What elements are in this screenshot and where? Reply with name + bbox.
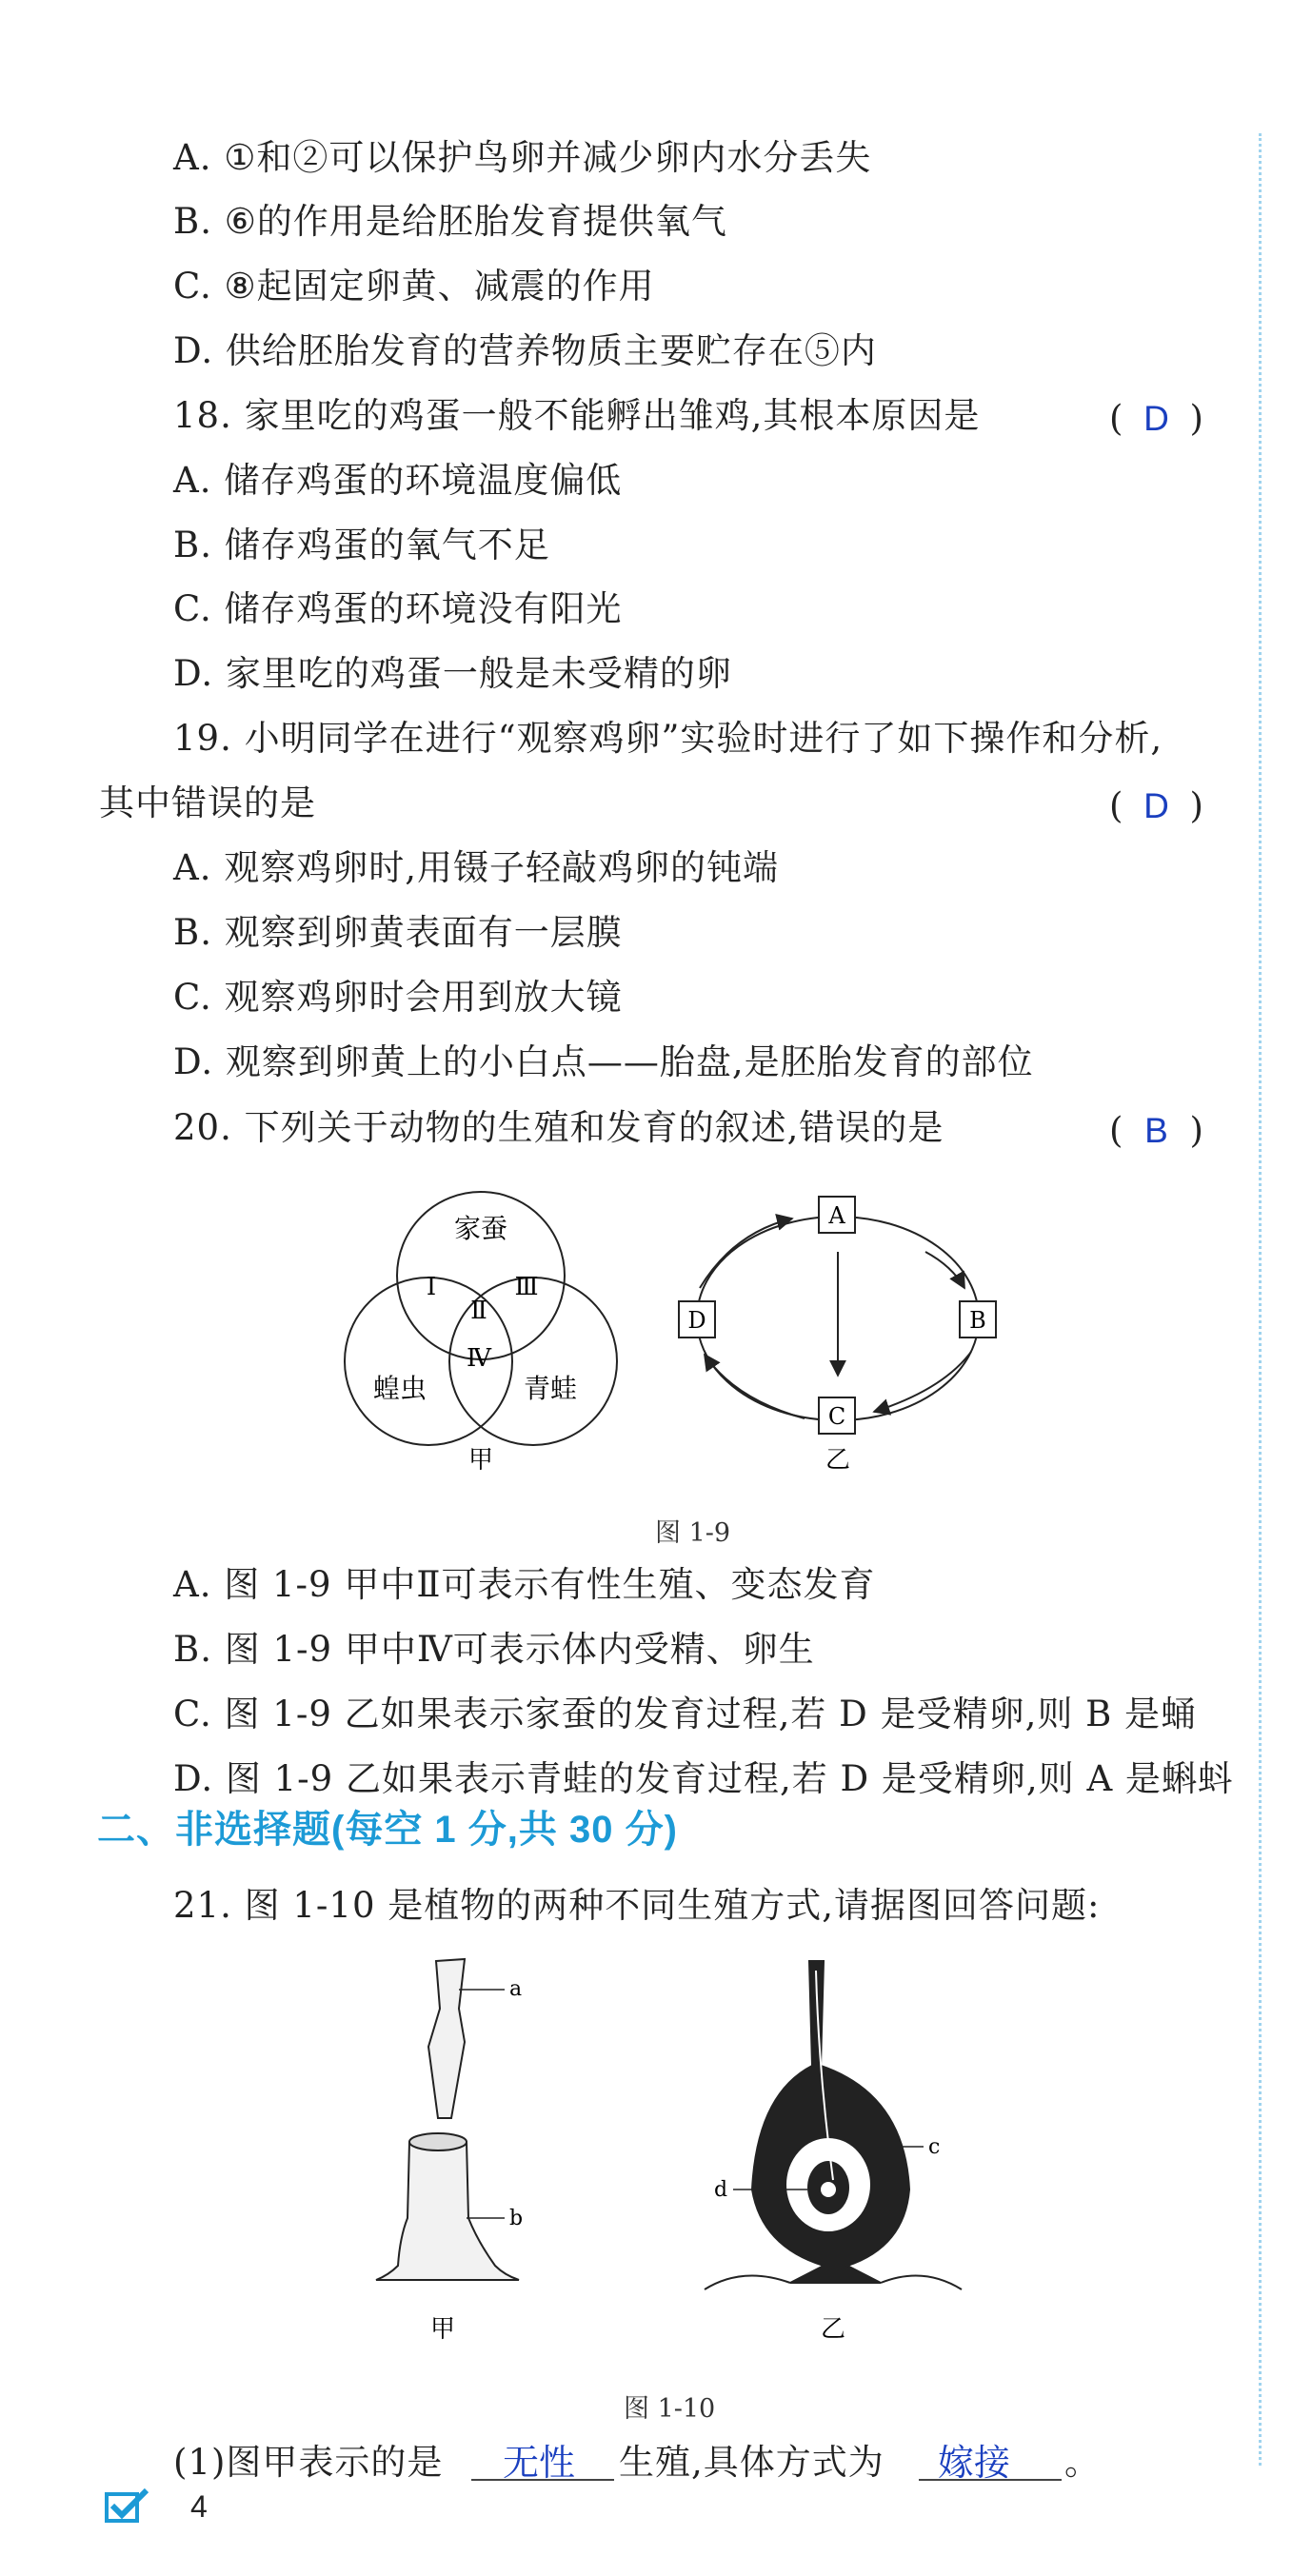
scion-shape	[428, 1959, 465, 2118]
label-d: d	[714, 2178, 728, 2202]
q19-option-b: B. 观察到卵黄表面有一层膜	[173, 912, 623, 953]
rootstock-shape	[376, 2135, 519, 2281]
q18-option-d: D. 家里吃的鸡蛋一般是未受精的卵	[173, 653, 732, 694]
q17-option-c: C. ⑧起固定卵黄、减震的作用	[173, 266, 655, 307]
figure-1-10-label-yi: 乙	[820, 2315, 846, 2344]
figure-1-10	[352, 1952, 1000, 2351]
figure-label-yi: 乙	[825, 1446, 851, 1475]
q21-stem: 21. 图 1-10 是植物的两种不同生殖方式,请据图回答问题:	[173, 1885, 1101, 1926]
q19-option-c: C. 观察鸡卵时会用到放大镜	[173, 977, 623, 1018]
label-b: b	[509, 2207, 524, 2230]
figure-1-9	[324, 1176, 1009, 1480]
right-page-border	[1259, 133, 1279, 2466]
q20-option-b: B. 图 1-9 甲中Ⅳ可表示体内受精、卵生	[173, 1629, 815, 1670]
section-heading: 二、非选择题(每空 1 分,共 30 分)	[97, 1809, 678, 1851]
cycle-arrow-c-to-d	[705, 1355, 805, 1418]
q19-stem-line1: 19. 小明同学在进行“观察鸡卵”实验时进行了如下操作和分析,	[173, 718, 1163, 759]
cycle-node-a-label: A	[828, 1202, 845, 1229]
q19-option-a: A. 观察鸡卵时,用镊子轻敲鸡卵的钝端	[173, 847, 780, 888]
q20-option-a: A. 图 1-9 甲中Ⅱ可表示有性生殖、变态发育	[173, 1564, 876, 1605]
q21-sub1-part2: 生殖,具体方式为	[619, 2442, 885, 2483]
embryo-sac	[821, 2182, 836, 2197]
q18-stem: 18. 家里吃的鸡蛋一般不能孵出雏鸡,其根本原因是	[173, 395, 981, 436]
venn-region-3: Ⅲ	[514, 1273, 539, 1301]
q20-option-c: C. 图 1-9 乙如果表示家蚕的发育过程,若 D 是受精卵,则 B 是蛹	[173, 1694, 1198, 1734]
q19-answer: D	[1143, 786, 1169, 825]
figure-label-jia: 甲	[467, 1446, 494, 1475]
figure-1-10-label-jia: 甲	[429, 2315, 456, 2344]
q17-option-d: D. 供给胚胎发育的营养物质主要贮存在⑤内	[173, 330, 877, 371]
page-number: 4	[190, 2489, 208, 2524]
q21-sub1-part1: (1)图甲表示的是	[173, 2442, 444, 2483]
rootstock-cut	[409, 2133, 467, 2150]
cycle-arrow-a-to-b	[925, 1252, 964, 1288]
venn-label-frog: 青蛙	[523, 1373, 578, 1404]
cycle-arrow-d-to-a	[700, 1219, 792, 1288]
q17-option-a: A. ①和②可以保护鸟卵并减少卵内水分丢失	[173, 137, 872, 178]
venn-label-silkworm: 家蚕	[453, 1213, 508, 1244]
venn-label-locust: 蝗虫	[372, 1373, 427, 1404]
label-a: a	[509, 1977, 523, 2001]
q21-sub1-end: 。	[1064, 2442, 1101, 2483]
q19-option-d: D. 观察到卵黄上的小白点——胎盘,是胚胎发育的部位	[173, 1041, 1034, 1082]
ovary-shape	[752, 1961, 909, 2283]
q19-answer-bracket: ( D )	[1109, 785, 1203, 826]
q20-answer: B	[1144, 1111, 1168, 1150]
q20-stem: 20. 下列关于动物的生殖和发育的叙述,错误的是	[173, 1107, 944, 1148]
q18-option-a: A. 储存鸡蛋的环境温度偏低	[173, 460, 623, 501]
cycle-arrow-b-to-c	[874, 1352, 971, 1412]
blank-1-answer: 无性	[503, 2442, 576, 2484]
venn-region-1: Ⅰ	[426, 1273, 437, 1301]
cycle-node-c-label: C	[827, 1403, 846, 1430]
q20-answer-bracket: ( B )	[1109, 1110, 1203, 1151]
q18-option-c: C. 储存鸡蛋的环境没有阳光	[173, 588, 623, 629]
venn-region-2: Ⅱ	[470, 1297, 487, 1325]
q18-option-b: B. 储存鸡蛋的氧气不足	[173, 525, 550, 565]
cycle-node-d-label: D	[687, 1307, 706, 1334]
q17-option-b: B. ⑥的作用是给胚胎发育提供氧气	[173, 201, 727, 242]
label-c: c	[928, 2135, 941, 2159]
q19-stem-line2: 其中错误的是	[99, 783, 316, 823]
venn-region-4: Ⅳ	[467, 1344, 491, 1373]
figure-1-10-caption: 图 1-10	[624, 2394, 716, 2424]
checkbox-logo-icon	[105, 2487, 152, 2526]
q18-answer: D	[1143, 399, 1169, 438]
figure-1-9-caption: 图 1-9	[655, 1518, 731, 1548]
blank-2-answer: 嫁接	[938, 2442, 1011, 2484]
cycle-node-b-label: B	[969, 1307, 986, 1334]
q20-option-d: D. 图 1-9 乙如果表示青蛙的发育过程,若 D 是受精卵,则 A 是蝌蚪	[173, 1758, 1234, 1799]
q18-answer-bracket: ( D )	[1109, 398, 1203, 439]
